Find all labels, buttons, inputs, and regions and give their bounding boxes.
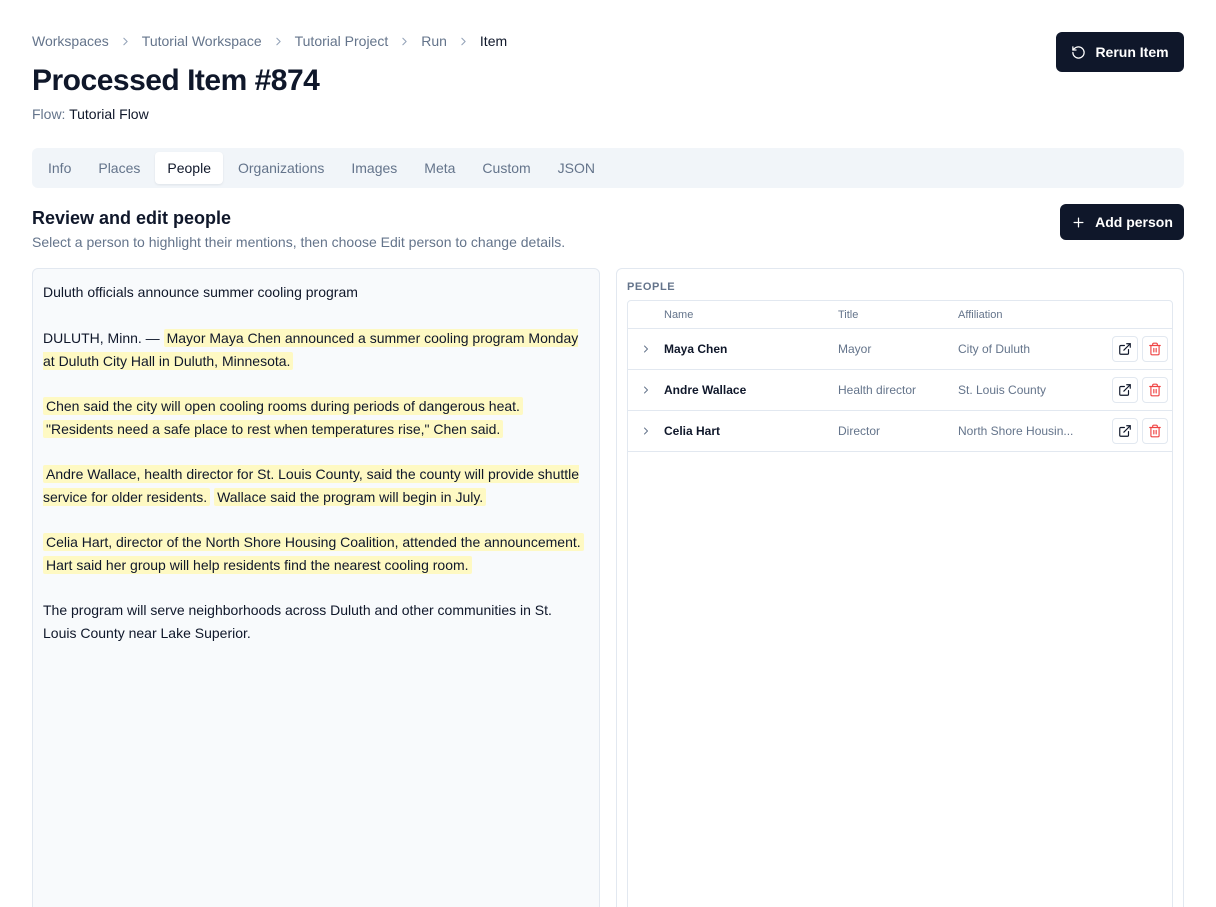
person-title: Health director (838, 383, 917, 397)
tab-info[interactable]: Info (48, 160, 72, 176)
people-label: PEOPLE (627, 281, 676, 293)
section-description: Select a person to highlight their mentions, then choose Edit person to change details. (32, 234, 566, 250)
person-mention-highlight[interactable]: Chen said the city will open cooling rooms during periods of dangerous heat. (43, 397, 523, 415)
person-name: Andre Wallace (664, 383, 747, 397)
expand-row-button[interactable] (628, 425, 664, 437)
article-paragraph (43, 463, 589, 509)
people-table (627, 300, 1173, 907)
tab-bar (32, 148, 1184, 188)
rotate-ccw-icon (1071, 45, 1086, 60)
add-person-button[interactable] (1060, 204, 1184, 240)
breadcrumb-tutorial-project[interactable]: Tutorial Project (294, 33, 389, 49)
expand-row-button[interactable] (628, 384, 664, 396)
chevron-right-icon (640, 425, 652, 437)
person-title: Director (838, 424, 881, 438)
tab-people[interactable]: People (155, 152, 223, 184)
tab-meta[interactable]: Meta (424, 160, 456, 176)
section-title: Review and edit people (32, 208, 232, 228)
column-header-affiliation: Affiliation (958, 308, 1003, 321)
tab-organizations[interactable]: Organizations (237, 160, 325, 176)
article-headline: Duluth officials announce summer cooling program (43, 284, 358, 300)
person-mention-highlight[interactable]: Mayor Maya Chen announced a summer cooling program Monday at Duluth City Hall in Duluth, Minnesota. (43, 330, 579, 369)
article-paragraph (43, 327, 589, 373)
column-header-title: Title (838, 308, 859, 321)
breadcrumb-workspaces[interactable]: Workspaces (32, 33, 109, 49)
breadcrumb-tutorial-workspace[interactable]: Tutorial Workspace (141, 33, 262, 49)
person-mention-highlight[interactable]: Hart said her group will help residents find the nearest cooling room. (43, 556, 472, 574)
chevron-right-icon (640, 343, 652, 355)
person-affiliation: St. Louis County (958, 383, 1047, 397)
breadcrumb-run[interactable]: Run (421, 33, 447, 49)
delete-person-button[interactable] (1142, 418, 1168, 444)
breadcrumb-item: Item (479, 33, 508, 49)
rerun-item-button[interactable] (1056, 32, 1184, 72)
chevron-right-icon (398, 35, 411, 48)
tab-json[interactable]: JSON (557, 160, 595, 176)
breadcrumb (32, 33, 507, 49)
person-mention-highlight[interactable]: Wallace said the program will begin in July. (214, 488, 486, 506)
expand-row-button[interactable] (628, 343, 664, 355)
trash-icon (1148, 383, 1162, 397)
chevron-right-icon (640, 384, 652, 396)
trash-icon (1148, 424, 1162, 438)
plus-icon (1071, 215, 1086, 230)
chevron-right-icon (457, 35, 470, 48)
people-panel (616, 268, 1184, 907)
table-row[interactable] (628, 329, 1172, 370)
add-person-label: Add person (1095, 214, 1173, 230)
article-paragraph: The program will serve neighborhoods across Duluth and other communities in St. Louis County near Lake Superior. (43, 602, 552, 641)
delete-person-button[interactable] (1142, 377, 1168, 403)
person-name: Maya Chen (664, 342, 728, 356)
article-text-panel (32, 268, 600, 907)
person-mention-highlight[interactable]: Andre Wallace, health director for St. Louis County, said the county will provide shuttle service for older residents. (43, 466, 580, 505)
flow-info (32, 106, 149, 122)
table-header (628, 301, 1172, 329)
edit-person-button[interactable] (1112, 377, 1138, 403)
chevron-right-icon (119, 35, 132, 48)
flow-value: Tutorial Flow (69, 106, 149, 122)
external-link-icon (1118, 342, 1132, 356)
article-paragraph (43, 531, 589, 577)
delete-person-button[interactable] (1142, 336, 1168, 362)
person-affiliation: North Shore Housin... (958, 424, 1074, 438)
rerun-item-label: Rerun Item (1095, 44, 1169, 60)
person-title: Mayor (838, 342, 872, 356)
table-row[interactable] (628, 411, 1172, 452)
person-mention-highlight[interactable]: "Residents need a safe place to rest when temperatures rise," Chen said. (43, 420, 503, 438)
edit-person-button[interactable] (1112, 418, 1138, 444)
person-name: Celia Hart (664, 424, 721, 438)
external-link-icon (1118, 383, 1132, 397)
edit-person-button[interactable] (1112, 336, 1138, 362)
external-link-icon (1118, 424, 1132, 438)
chevron-right-icon (272, 35, 285, 48)
column-header-name: Name (664, 308, 694, 321)
flow-label: Flow: (32, 106, 66, 122)
table-row[interactable] (628, 370, 1172, 411)
tab-images[interactable]: Images (351, 160, 398, 176)
page-title: Processed Item #874 (32, 64, 320, 97)
article-paragraph (43, 395, 589, 441)
article-dateline: DULUTH, Minn. — (43, 330, 164, 346)
trash-icon (1148, 342, 1162, 356)
tab-custom[interactable]: Custom (482, 160, 531, 176)
person-mention-highlight[interactable]: Celia Hart, director of the North Shore Housing Coalition, attended the announcement. (43, 533, 584, 551)
person-affiliation: City of Duluth (958, 342, 1031, 356)
tab-places[interactable]: Places (98, 160, 141, 176)
